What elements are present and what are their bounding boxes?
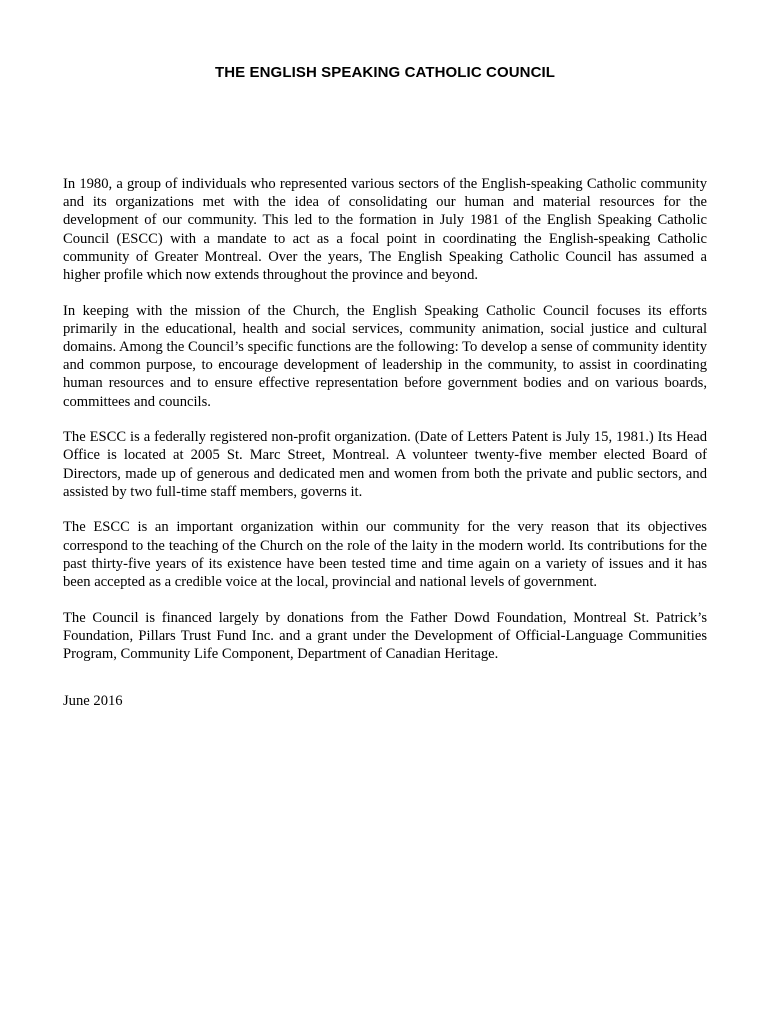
document-body	[63, 175, 707, 681]
paragraph-mission: In keeping with the mission of the Church, the English Speaking Catholic Council focuses its efforts primarily in the educational, health and social services, community animation, social justice and cultural domains. Among the Council’s specific functions are the following: To develop a sense of community identity and common purpose, to encourage development of leadership in the community, to assist in coordinating human resources and to ensure effective representation before government bodies and on various boards, committees and councils.	[63, 302, 707, 410]
document-date: June 2016	[63, 693, 123, 709]
paragraph-organization: The ESCC is a federally registered non-profit organization. (Date of Letters Patent is July 15, 1981.) Its Head Office is located at 2005 St. Marc Street, Montreal. A volunteer twenty-five member elected Board of Directors, made up of generous and dedicated men and women from both the private and public sectors, and assisted by two full-time staff members, governs it.	[63, 429, 707, 500]
paragraph-importance: The ESCC is an important organization within our community for the very reason that its objectives correspond to the teaching of the Church on the role of the laity in the modern world. Its contributions for the past thirty-five years of its existence have been tested time and time again on a variety of issues and it has been accepted as a credible voice at the local, provincial and national levels of government.	[63, 519, 707, 591]
paragraph-financing: The Council is financed largely by donations from the Father Dowd Foundation, Montreal St. Patrick’s Foundation, Pillars Trust Fund Inc. and a grant under the Development of Official-Language Communities Program, Community Life Component, Department of Canadian Heritage.	[63, 609, 707, 663]
paragraph-history: In 1980, a group of individuals who represented various sectors of the English-speaking Catholic community and its organizations met with the idea of consolidating our human and material resources for the development of our community. This led to the formation in July 1981 of the English Speaking Catholic Council (ESCC) with a mandate to act as a focal point in coordinating the English-speaking Catholic community of Greater Montreal. Over the years, The English Speaking Catholic Council has assumed a higher profile which now extends throughout the province and beyond.	[63, 176, 707, 284]
document-title: THE ENGLISH SPEAKING CATHOLIC COUNCIL	[214, 64, 556, 81]
